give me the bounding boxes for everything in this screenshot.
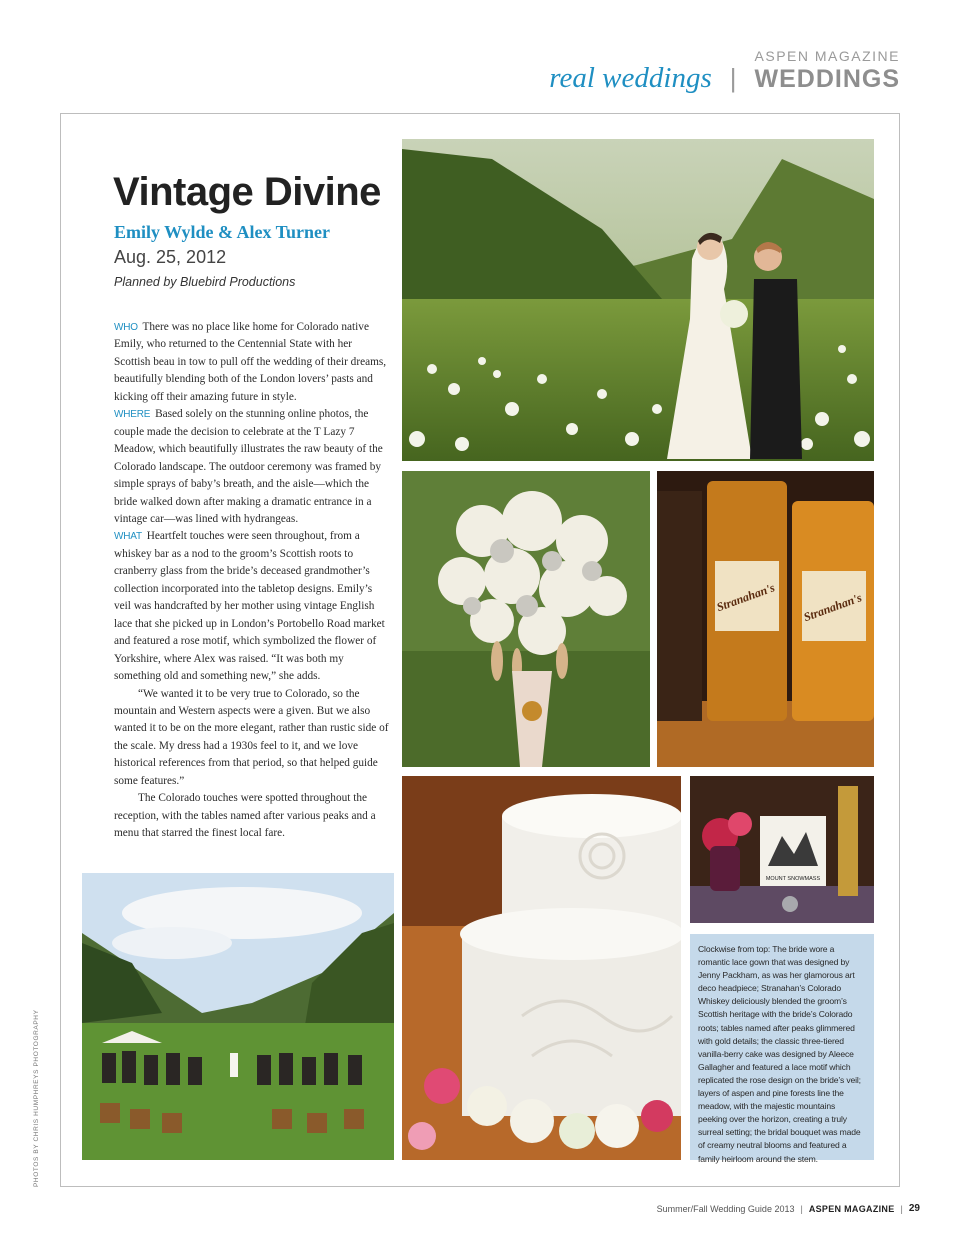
where-label: WHERE bbox=[114, 409, 151, 421]
photo-caption-box bbox=[690, 934, 874, 1164]
table-card-label: MOUNT SNOWMASS bbox=[765, 876, 821, 882]
who-paragraph bbox=[114, 319, 391, 406]
where-paragraph bbox=[114, 406, 391, 528]
section-category: WEDDINGS bbox=[754, 65, 900, 93]
cake-photo-image bbox=[402, 776, 681, 1160]
couple-photo bbox=[402, 139, 874, 461]
footer-guide: Summer/Fall Wedding Guide 2013 bbox=[656, 1203, 795, 1214]
cake-photo bbox=[402, 776, 681, 1160]
what-label: WHAT bbox=[114, 531, 142, 543]
article-body bbox=[114, 319, 391, 843]
photo-caption: Clockwise from top: The bride wore a romantic lace gown that was designed by Jenny Packham, as was her glamorous art deco headpiece; Stranahan’s Colorado Whiskey deliciously blended the groom’s Scottish heritage with the bride’s Colorado roots; tables named after peaks glimmered with gold details; the classic three-tiered vanilla-berry cake was designed by Aleece Gallagher and featured a lace motif which replicated the rose design on the bride’s veil; layers of aspen and pine forests line the meadow, with the majestic mountains peeking over the horizon, creating a truly surreal setting; the bridal bouquet was made of creamy neutral blooms and featured a family heirloom around the stem. bbox=[698, 944, 861, 1164]
bouquet-photo-image bbox=[402, 471, 650, 767]
planner-credit: Planned by Bluebird Productions bbox=[114, 275, 296, 289]
whiskey-photo bbox=[657, 471, 874, 767]
photo-credit: PHOTOS BY CHRIS HUMPHREYS PHOTOGRAPHY bbox=[33, 1009, 40, 1187]
whiskey-label-2: Stranahan's bbox=[801, 590, 864, 625]
couple-photo-image bbox=[402, 139, 874, 461]
magazine-label: ASPEN MAGAZINE bbox=[754, 48, 900, 64]
section-script-title: real weddings bbox=[549, 62, 712, 94]
page-number: 29 bbox=[908, 1203, 920, 1214]
what-text: Heartfelt touches were seen throughout, from a whiskey bar as a nod to the groom’s Scottish roots to cranberry glass from the bride’s deceased grandmother’s collection incorporated into the tabletop designs. Emily’s veil was handcrafted by her mother using vintage English lace that she picked up in London’s Portobello Road market and featured a rose motif, which symbolized the flower of Yorkshire, where Alex was raised. “It was both my something old and something new,” she adds. bbox=[114, 530, 385, 683]
footer-brand: ASPEN MAGAZINE bbox=[808, 1203, 895, 1214]
ceremony-photo bbox=[82, 873, 394, 1160]
footer-separator-2: | bbox=[900, 1203, 903, 1214]
section-header bbox=[549, 62, 900, 95]
quote-paragraph: “We wanted it to be very true to Colorado, so the mountain and Western aspects were a given. But we also wanted it to be on the more elegant, rather than rustic side of the scale. My dress had a 1930s feel to it, and we love historical references from that period, so that helped guide some features.” bbox=[114, 687, 389, 787]
couple-names: Emily Wylde & Alex Turner bbox=[114, 222, 331, 242]
bouquet-photo bbox=[402, 471, 650, 767]
whiskey-label-1: Stranahan's bbox=[714, 580, 777, 615]
who-label: WHO bbox=[114, 322, 138, 333]
what-paragraph bbox=[114, 528, 391, 685]
article-title: Vintage Divine bbox=[113, 170, 381, 214]
table-photo-image bbox=[690, 776, 874, 923]
where-text: Based solely on the stunning online photos, the couple made the decision to celebrate at the T Lazy 7 Meadow, which beautifully illustrates the raw beauty of the Colorado landscape. The outdoor ceremony was framed by simple sprays of baby’s breath, and the aisle—which the bride walked down after making a dramatic entrance in a vintage car—was lined with hydrangeas. bbox=[114, 408, 383, 525]
whiskey-photo-image bbox=[657, 471, 874, 767]
who-text: There was no place like home for Colorado native Emily, who returned to the Centennial State with her Scottish beau in tow to pull off the wedding of their dreams, beautifully blending both of the London lovers’ pasts and kicking off their amazing future in style. bbox=[114, 321, 387, 403]
ceremony-photo-image bbox=[82, 873, 394, 1160]
footer-separator-1: | bbox=[800, 1203, 803, 1214]
section-divider: | bbox=[729, 63, 737, 93]
closing-paragraph: The Colorado touches were spotted throughout the reception, with the tables named after various peaks and a menu that starred the finest local fare. bbox=[114, 792, 376, 840]
wedding-date: Aug. 25, 2012 bbox=[114, 247, 227, 267]
page-footer bbox=[657, 1203, 920, 1214]
table-photo bbox=[690, 776, 874, 923]
